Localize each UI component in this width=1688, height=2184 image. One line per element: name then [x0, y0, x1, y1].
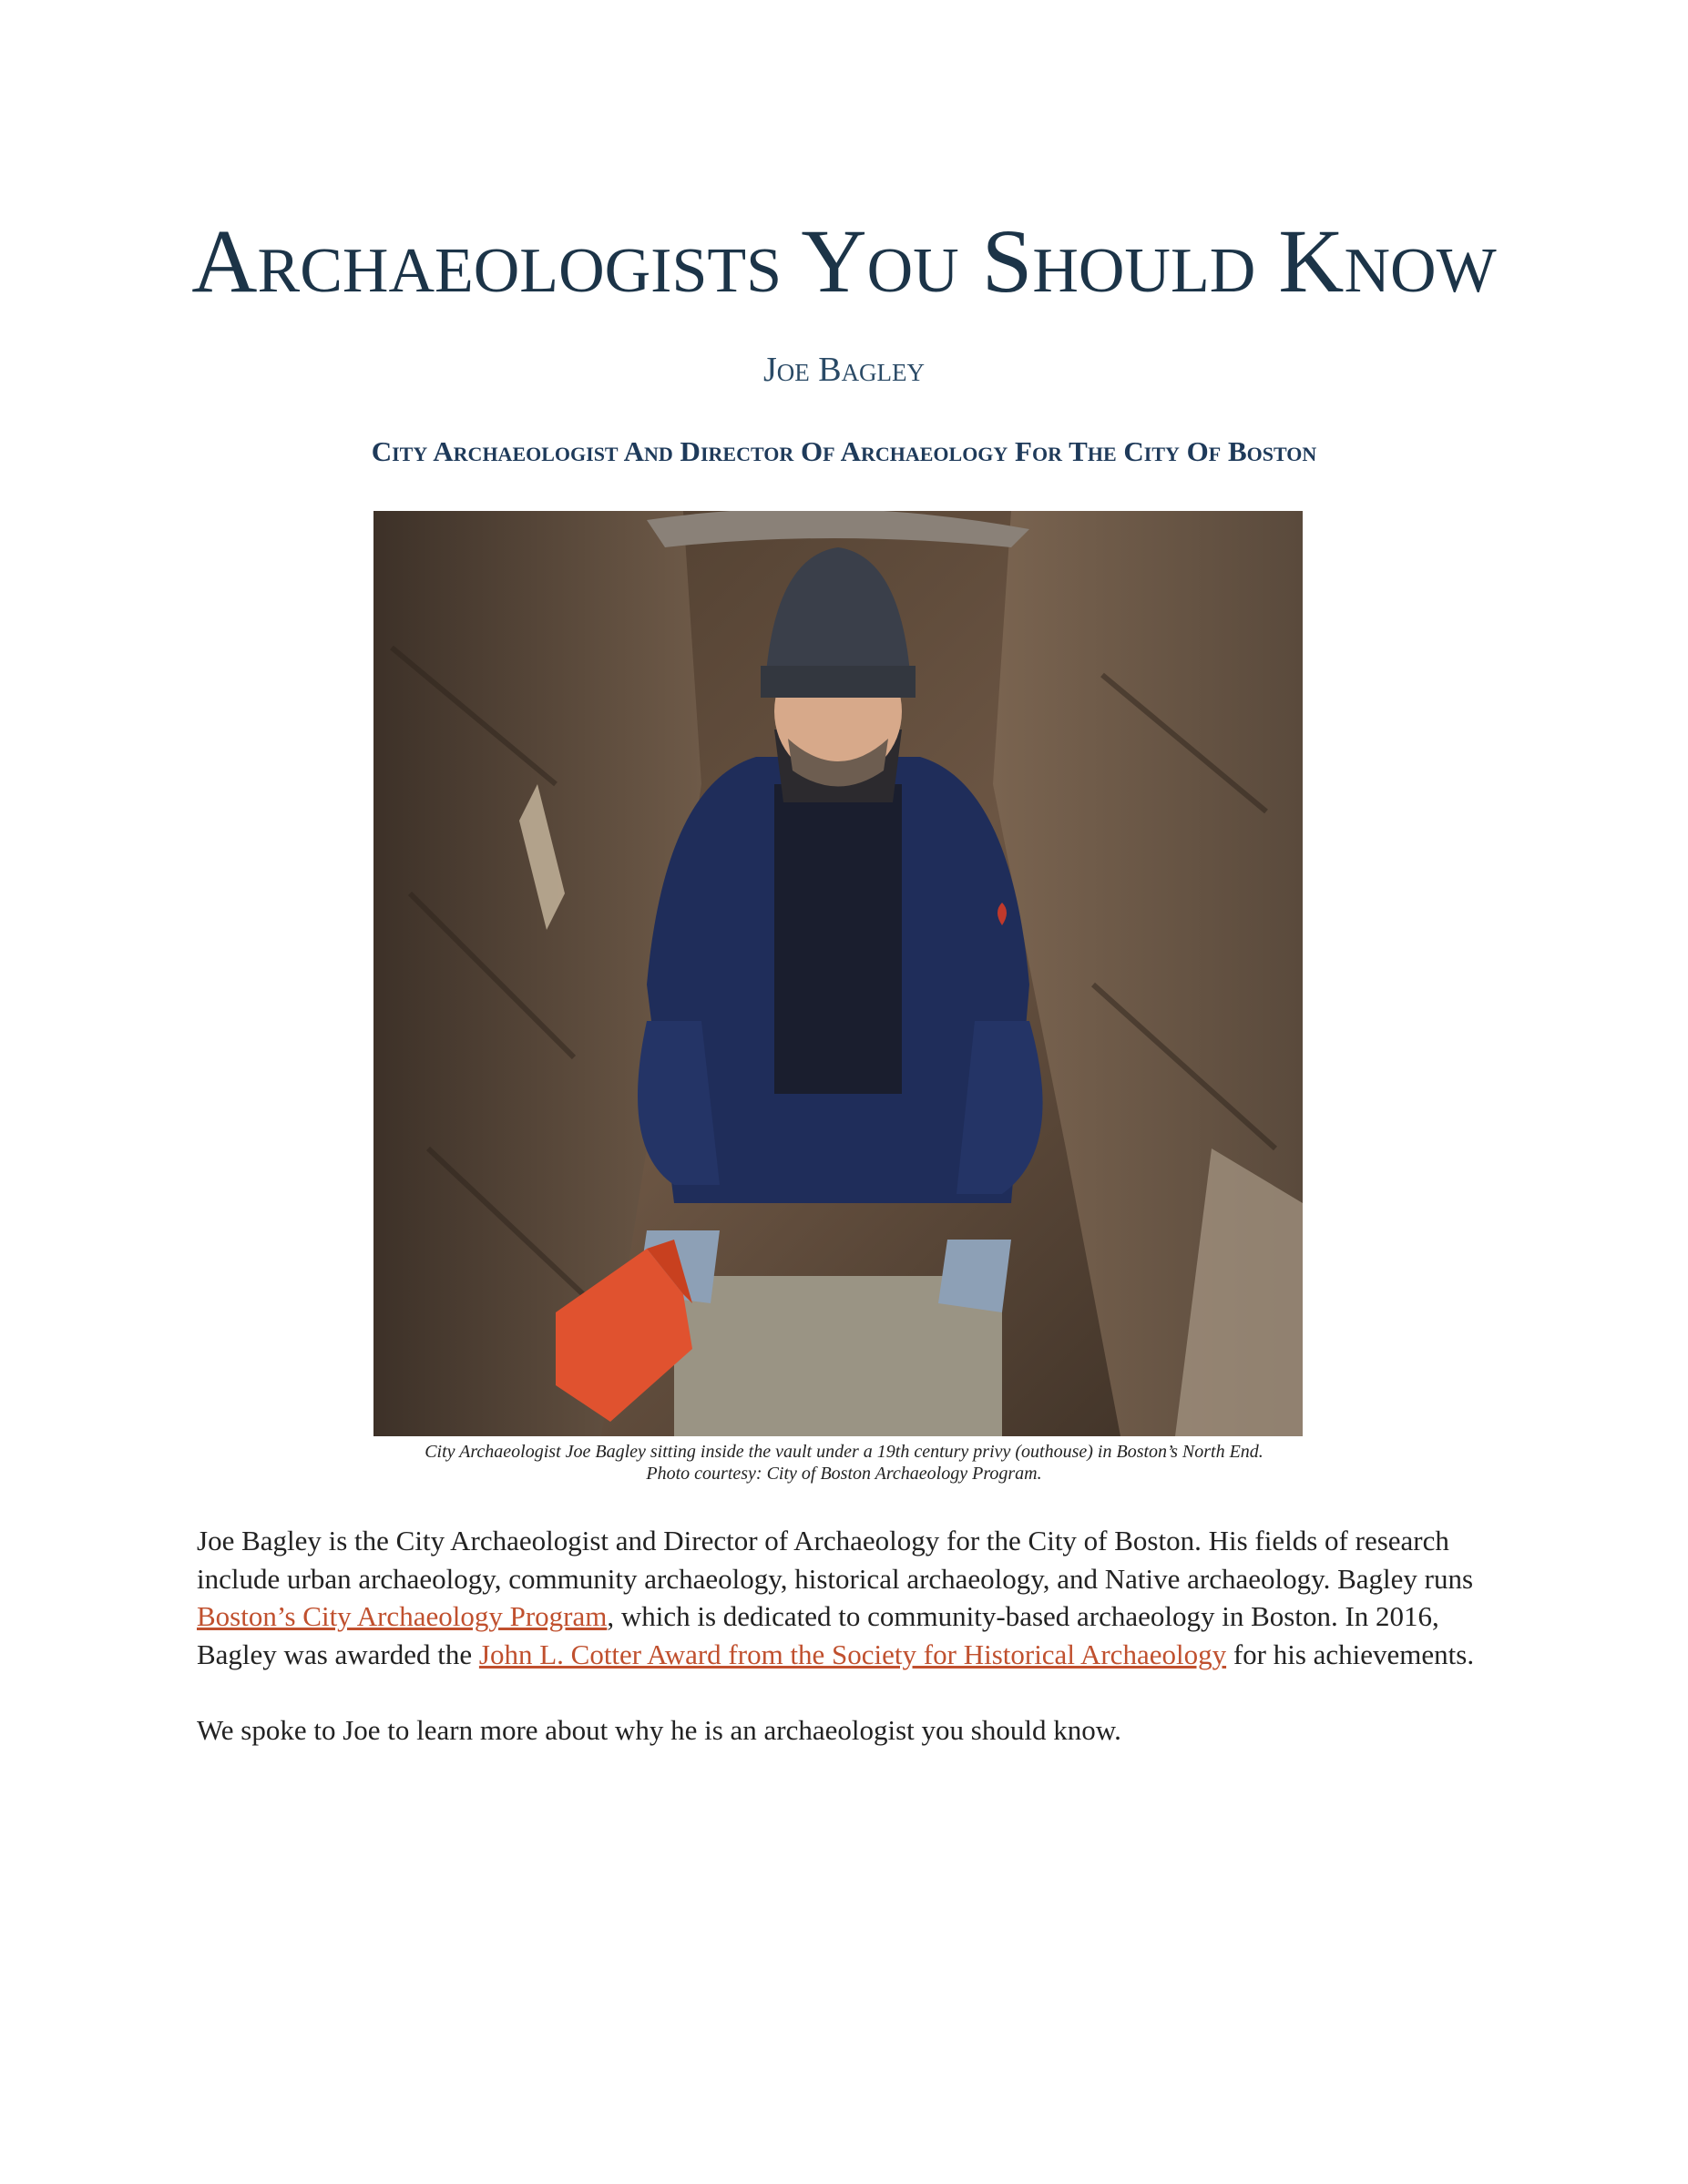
intro-text-2: , which is dedicated to community-based archaeology in Boston. In 2016, Bagley was awarded the	[197, 1600, 1439, 1670]
closing-paragraph: We spoke to Joe to learn more about why he is an archaeologist you should know.	[197, 1713, 1121, 1746]
city-archaeology-program-link[interactable]: Boston’s City Archaeology Program	[197, 1600, 608, 1632]
intro-text-3: for his achievements.	[1226, 1638, 1475, 1670]
caption-line-2: Photo courtesy: City of Boston Archaeology Program.	[646, 1464, 1042, 1484]
archaeologist-photo	[373, 511, 1303, 1436]
intro-paragraph	[197, 1522, 1499, 1673]
photo-caption	[0, 1441, 1688, 1485]
article-body	[197, 1522, 1499, 1787]
page-title: Archaeologists You Should Know	[191, 210, 1497, 311]
person-name: Joe Bagley	[762, 351, 926, 389]
cotter-award-link[interactable]: John L. Cotter Award from the Society for Historical Archaeology	[478, 1638, 1227, 1670]
intro-text-1: Joe Bagley is the City Archaeologist and Director of Archaeology for the City of Boston. His fields of research include urban archaeology, community archaeology, historical archaeology, and Native archaeology. Bagley runs	[197, 1525, 1474, 1595]
person-role: City Archaeologist And Director Of Archaeology For The City Of Boston	[371, 435, 1317, 467]
caption-line-1: City Archaeologist Joe Bagley sitting inside the vault under a 19th century privy (outhouse) in Boston’s North End.	[425, 1442, 1263, 1462]
